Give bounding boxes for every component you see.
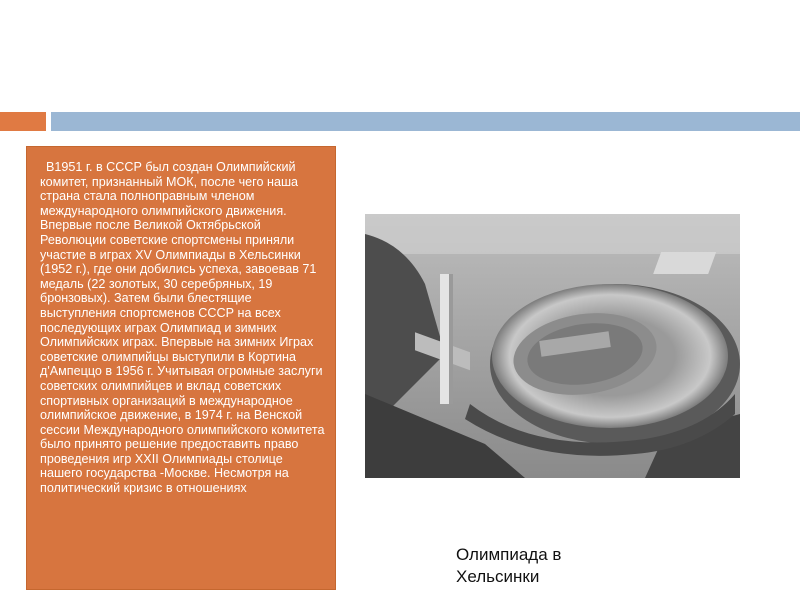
caption-line-1: Олимпиада в [456,545,562,564]
photo-haze [365,214,740,254]
photo-caption [456,544,656,588]
header-accent-bar-blue [51,112,800,131]
stadium-photo [365,214,740,478]
stadium-tower [440,274,449,404]
caption-line-2: Хельсинки [456,567,540,586]
history-text: В1951 г. в СССР был создан Олимпийский комитет, признанный МОК, после чего наша страна стала полноправным членом международного олимпийского движения. Впервые после Великой Октябрьской Революции советские спортсмены приняли участие в играх XV Олимпиады в Хельсинки (1952 г.), где они добились успеха, завоевав 71 медаль (22 золотых, 30 серебряных, 19 бронзовых). Затем были блестящие выступления спортсменов СССР на всех последующих играх Олимпиад и зимних Олимпийских играх. Впервые на зимних Играх советские олимпийцы выступили в Кортина д'Ампеццо в 1956 г. Учитывая огромные заслуги советских олимпийцев и вклад советских спортивных организаций в международное олимпийское движение, в 1974 г. на Венской сессии Международного олимпийского комитета было принято решение предоставить право проведения игр XXII Олимпиады столице нашего государства -Москве. Несмотря на политический кризис в отношениях [40,160,325,496]
building-right [653,252,716,274]
stadium-photo-illustration [365,214,740,478]
stadium-tower-shadow [449,274,453,404]
history-text-box [26,146,336,590]
header-accent-bar-orange [0,112,46,131]
